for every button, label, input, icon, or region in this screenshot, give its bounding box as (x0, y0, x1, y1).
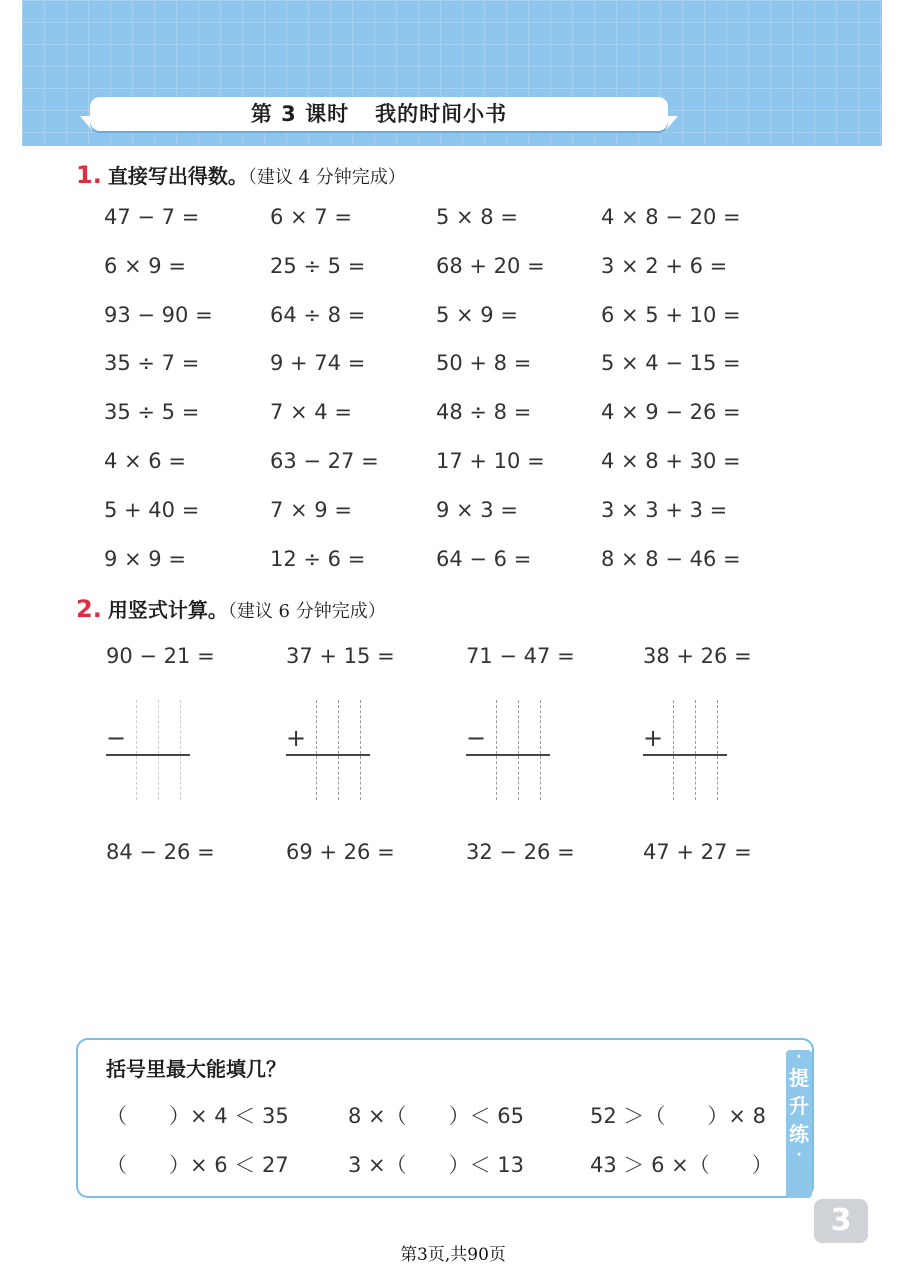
answer-line (286, 754, 370, 756)
lesson-number: 第 3 课时 (250, 102, 350, 126)
answer-line (106, 754, 190, 756)
mental-math-problem: 25 ÷ 5 = (270, 254, 366, 278)
inequality-problem: 3 ×（ ）＜ 13 (348, 1153, 525, 1177)
place-guide-line (518, 700, 519, 800)
mental-math-problem: 5 × 4 − 15 = (601, 351, 741, 375)
lesson-title-bar (90, 97, 668, 131)
section-1-title: 直接写出得数。 (107, 164, 248, 188)
inequality-problem: （ ）× 4 ＜ 35 (106, 1104, 289, 1128)
mental-math-problem: 64 − 6 = (436, 547, 532, 571)
answer-line (466, 754, 550, 756)
mental-math-problem: 8 × 8 − 46 = (601, 547, 741, 571)
mental-math-problem: 4 × 9 − 26 = (601, 400, 741, 424)
mental-math-problem: 64 ÷ 8 = (270, 303, 366, 327)
plus-sign: + (643, 724, 664, 752)
inequality-problem: 52 ＞（ ）× 8 (590, 1104, 767, 1128)
tab-char: 练 (789, 1122, 809, 1146)
mental-math-problem: 47 − 7 = (104, 205, 200, 229)
mental-math-problem: 9 × 9 = (104, 547, 186, 571)
mental-math-problem: 5 × 9 = (436, 303, 518, 327)
answer-line (643, 754, 727, 756)
minus-sign: − (466, 724, 487, 752)
place-guide-line (136, 700, 137, 800)
mental-math-problem: 5 + 40 = (104, 498, 200, 522)
mental-math-problem: 17 + 10 = (436, 449, 545, 473)
inequality-problem: 8 ×（ ）＜ 65 (348, 1104, 525, 1128)
mental-math-problem: 3 × 3 + 3 = (601, 498, 728, 522)
place-guide-line (338, 700, 339, 800)
mental-math-problem: 12 ÷ 6 = (270, 547, 366, 571)
section-2-heading (76, 594, 386, 623)
place-guide-line (316, 700, 317, 800)
section-1-number: 1. (76, 161, 102, 189)
mental-math-problem: 35 ÷ 7 = (104, 351, 200, 375)
practice-title: 括号里最大能填几？ (106, 1057, 286, 1081)
mental-math-problem: 3 × 2 + 6 = (601, 254, 728, 278)
mental-math-problem: 35 ÷ 5 = (104, 400, 200, 424)
place-guide-line (540, 700, 541, 800)
vertical-work-area[interactable] (286, 700, 376, 800)
vertical-problem: 38 + 26 = (643, 644, 752, 668)
vertical-problem: 84 − 26 = (106, 840, 215, 864)
mental-math-problem: 4 × 6 = (104, 449, 186, 473)
mental-math-problem: 68 + 20 = (436, 254, 545, 278)
place-guide-line (673, 700, 674, 800)
mental-math-problem: 9 + 74 = (270, 351, 366, 375)
place-guide-line (496, 700, 497, 800)
vertical-problem: 90 − 21 = (106, 644, 215, 668)
place-guide-line (158, 700, 159, 800)
vertical-problem: 71 − 47 = (466, 644, 575, 668)
mental-math-problem: 6 × 7 = (270, 205, 352, 229)
inequality-problem: （ ）× 6 ＜ 27 (106, 1153, 289, 1177)
tab-char: 升 (789, 1094, 809, 1118)
mental-math-problem: 48 ÷ 8 = (436, 400, 532, 424)
tab-dot: · (796, 1049, 802, 1065)
vertical-work-area[interactable] (466, 700, 556, 800)
section-1-heading (76, 160, 406, 189)
tab-dot: · (796, 1147, 802, 1163)
vertical-problem: 69 + 26 = (286, 840, 395, 864)
mental-math-problem: 6 × 9 = (104, 254, 186, 278)
mental-math-problem: 93 − 90 = (104, 303, 213, 327)
inequality-problem: 43 ＞ 6 ×（ ） (590, 1153, 773, 1177)
page-footer: 第3页,共90页 (400, 1245, 506, 1265)
mental-math-problem: 6 × 5 + 10 = (601, 303, 741, 327)
vertical-problem: 47 + 27 = (643, 840, 752, 864)
place-guide-line (717, 700, 718, 800)
lesson-title: 我的时间小书 (375, 102, 508, 126)
place-guide-line (360, 700, 361, 800)
vertical-work-area[interactable] (643, 700, 733, 800)
mental-math-problem: 5 × 8 = (436, 205, 518, 229)
page-number-badge: 3 (814, 1199, 868, 1243)
minus-sign: − (106, 724, 127, 752)
practice-tab (786, 1050, 812, 1198)
tab-char: 提 (789, 1066, 809, 1090)
section-2-hint: （建议 6 分钟完成） (227, 601, 386, 622)
section-2-number: 2. (76, 595, 102, 623)
mental-math-problem: 4 × 8 + 30 = (601, 449, 741, 473)
place-guide-line (180, 700, 181, 800)
plus-sign: + (286, 724, 307, 752)
vertical-work-area[interactable] (106, 700, 196, 800)
mental-math-problem: 7 × 4 = (270, 400, 352, 424)
mental-math-problem: 9 × 3 = (436, 498, 518, 522)
mental-math-problem: 7 × 9 = (270, 498, 352, 522)
section-1-hint: （建议 4 分钟完成） (247, 167, 406, 188)
mental-math-problem: 4 × 8 − 20 = (601, 205, 741, 229)
mental-math-problem: 50 + 8 = (436, 351, 532, 375)
place-guide-line (695, 700, 696, 800)
vertical-problem: 32 − 26 = (466, 840, 575, 864)
mental-math-problem: 63 − 27 = (270, 449, 379, 473)
vertical-problem: 37 + 15 = (286, 644, 395, 668)
section-2-title: 用竖式计算。 (107, 598, 228, 622)
